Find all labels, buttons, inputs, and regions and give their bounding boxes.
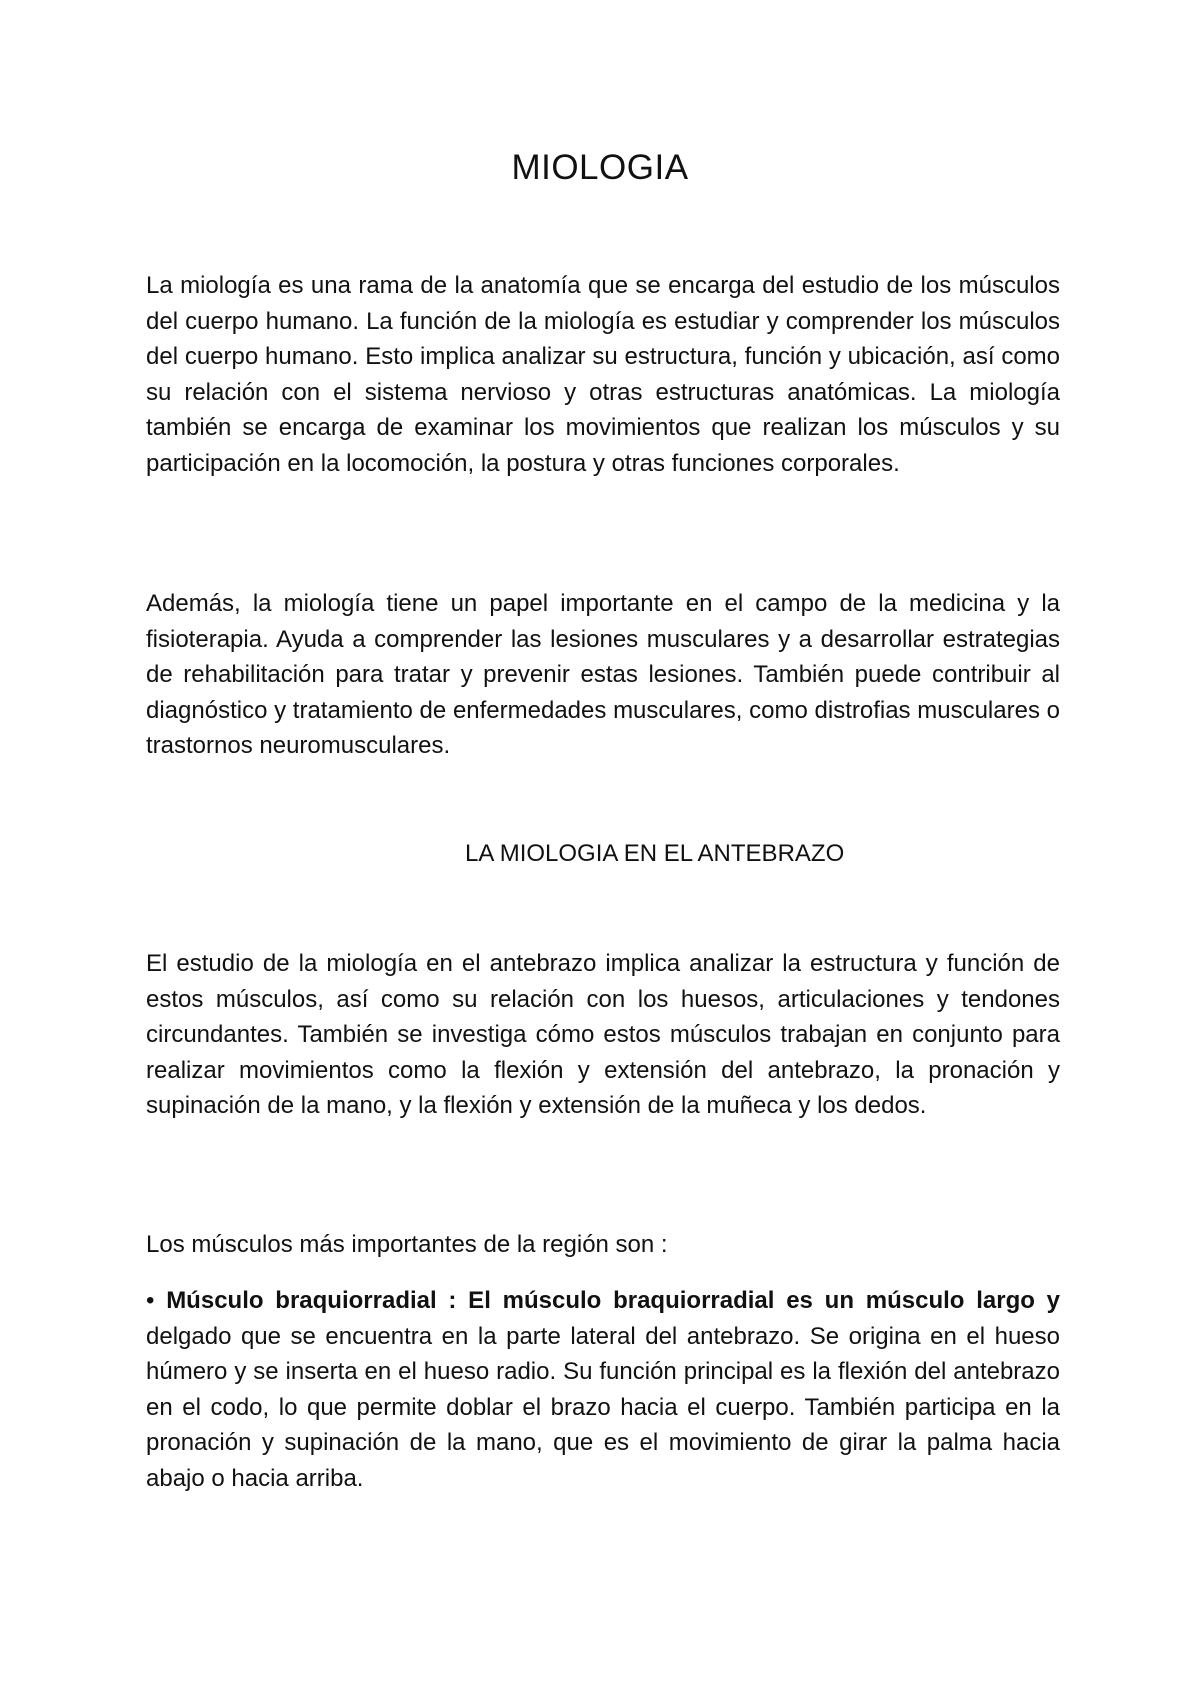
paragraph-forearm: El estudio de la miología en el antebrazo implica analizar la estructura y función de estos músculos, así como su relación con los huesos, articulaciones y tendones circundantes. También se investiga cómo estos músculos trabajan en conjunto para realizar movimientos como la flexión y extensión del antebrazo, la pronación y supinación de la mano, y la flexión y extensión de la muñeca y los dedos. bbox=[146, 950, 1060, 1119]
list-intro: Los músculos más importantes de la región son : bbox=[146, 1231, 668, 1258]
paragraph-medicine: Además, la miología tiene un papel importante en el campo de la medicina y la fisioterapia. Ayuda a comprender las lesiones musculares y a desarrollar estrategias de rehabilitación para tratar y prevenir estas lesiones. También puede contribuir al diagnóstico y tratamiento de enfermedades musculares, como distrofias musculares o trastornos neuromusculares. bbox=[146, 590, 1060, 759]
list-item bbox=[146, 1283, 1060, 1496]
paragraph-intro: La miología es una rama de la anatomía que se encarga del estudio de los músculos del cuerpo humano. La función de la miología es estudiar y comprender los músculos del cuerpo humano. Esto implica analizar su estructura, función y ubicación, así como su relación con el sistema nervioso y otras estructuras anatómicas. La miología también se encarga de examinar los movimientos que realizan los músculos y su participación en la locomoción, la postura y otras funciones corporales. bbox=[146, 272, 1060, 477]
list-item-lead: Músculo braquiorradial : El músculo braquiorradial es un músculo largo y bbox=[166, 1287, 1061, 1314]
section-title: LA MIOLOGIA EN EL ANTEBRAZO bbox=[465, 840, 845, 867]
list-item-text: delgado que se encuentra en la parte lateral del antebrazo. Se origina en el hueso húmero y se inserta en el hueso radio. Su función principal es la flexión del antebrazo en el codo, lo que permite doblar el brazo hacia el cuerpo. También participa en la pronación y supinación de la mano, que es el movimiento de girar la palma hacia abajo o hacia arriba. bbox=[146, 1322, 1060, 1492]
bullet-marker: • bbox=[146, 1287, 155, 1314]
document-title: MIOLOGIA bbox=[511, 148, 689, 187]
